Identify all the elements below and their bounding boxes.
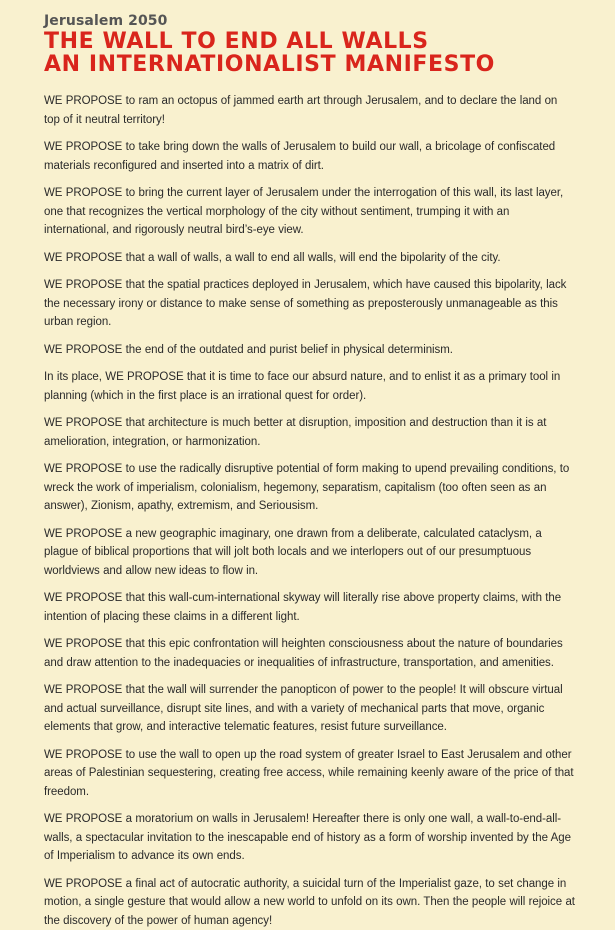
paragraph: WE PROPOSE to use the radically disruptive potential of form making to upend prevailing conditions, to wreck the work of imperialism, colonialism, hegemony, separatism, capitalism (too often seen as an answer), Zionism, apathy, extremism, and Seriousism. xyxy=(44,460,575,516)
paragraph: WE PROPOSE to use the wall to open up the road system of greater Israel to East Jerusalem and other areas of Palestinian sequestering, creating free access, while remaining keenly aware of the price of that freedom. xyxy=(44,746,575,802)
paragraph: WE PROPOSE a final act of autocratic authority, a suicidal turn of the Imperialist gaze, to set change in motion, a single gesture that would allow a new world to unfold on its own. Then the people will rejoice at the discovery of the power of human agency! xyxy=(44,875,575,930)
paragraph: WE PROPOSE that the wall will surrender the panopticon of power to the people! It will obscure virtual and actual surveillance, disrupt site lines, and with a variety of mechanical parts that move, organic elements that grow, and interactive telematic features, resist future surveillance. xyxy=(44,681,575,737)
manifesto-body xyxy=(44,92,575,930)
paragraph: WE PROPOSE a new geographic imaginary, one drawn from a deliberate, calculated cataclysm, a plague of biblical proportions that will jolt both locals and we interlopers out of our presumptuous worldviews and allow new ideas to flow in. xyxy=(44,525,575,581)
paragraph: WE PROPOSE that a wall of walls, a wall to end all walls, will end the bipolarity of the city. xyxy=(44,249,575,268)
paragraph: WE PROPOSE that architecture is much better at disruption, imposition and destruction than it is at amelioration, integration, or harmonization. xyxy=(44,414,575,451)
paragraph: WE PROPOSE a moratorium on walls in Jerusalem! Hereafter there is only one wall, a wall-to-end-all-walls, a spectacular invitation to the inescapable end of history as a form of worship invented by the Age of Imperialism to advance its own ends. xyxy=(44,810,575,866)
paragraph: WE PROPOSE that the spatial practices deployed in Jerusalem, which have caused this bipolarity, lack the necessary irony or distance to make sense of something as preposterously unmanageable as this urban region. xyxy=(44,276,575,332)
title-line-1: THE WALL TO END ALL WALLS xyxy=(44,30,575,53)
page-title xyxy=(44,30,575,76)
paragraph: WE PROPOSE to ram an octopus of jammed earth art through Jerusalem, and to declare the land on top of it neutral territory! xyxy=(44,92,575,129)
supertitle: Jerusalem 2050 xyxy=(44,13,575,29)
paragraph: WE PROPOSE that this epic confrontation will heighten consciousness about the nature of boundaries and draw attention to the inadequacies or inequalities of infrastructure, transportation, and amenities. xyxy=(44,635,575,672)
paragraph: WE PROPOSE that this wall-cum-international skyway will literally rise above property claims, with the intention of placing these claims in a different light. xyxy=(44,589,575,626)
paragraph: WE PROPOSE to take bring down the walls of Jerusalem to build our wall, a bricolage of confiscated materials reconfigured and inserted into a matrix of dirt. xyxy=(44,138,575,175)
paragraph: WE PROPOSE the end of the outdated and purist belief in physical determinism. xyxy=(44,341,575,360)
paragraph: In its place, WE PROPOSE that it is time to face our absurd nature, and to enlist it as a primary tool in planning (which in the first place is an irrational quest for order). xyxy=(44,368,575,405)
title-line-2: AN INTERNATIONALIST MANIFESTO xyxy=(44,53,575,76)
paragraph: WE PROPOSE to bring the current layer of Jerusalem under the interrogation of this wall, its last layer, one that recognizes the vertical morphology of the city without sentiment, trumping it with an international, and rigorously neutral bird’s-eye view. xyxy=(44,184,575,240)
